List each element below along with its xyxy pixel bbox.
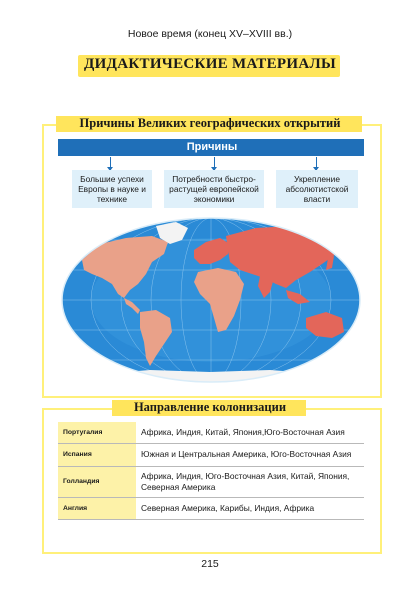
- regions-cell: Африка, Индия, Юго-Восточная Азия, Китай, Япония, Северная Америка: [136, 466, 364, 497]
- table-row: [58, 497, 364, 519]
- cause-item: Большие успехи Европы в науке и технике: [72, 170, 152, 208]
- regions-cell: Африка, Индия, Китай, Япония,Юго-Восточная Азия: [136, 422, 364, 443]
- colonization-title: Направление колонизации: [133, 400, 287, 414]
- page-title: ДИДАКТИЧЕСКИЕ МАТЕРИАЛЫ: [84, 56, 336, 72]
- antarctica: [84, 370, 340, 386]
- country-cell: Португалия: [58, 422, 136, 443]
- world-map: [60, 214, 362, 386]
- running-head: Новое время (конец XV–XVIII вв.): [127, 28, 293, 40]
- table-row: [58, 443, 364, 466]
- new-zealand: [348, 338, 354, 350]
- cause-item: Потребности быстро-растущей европейской экономики: [164, 170, 264, 208]
- country-cell: Испания: [58, 443, 136, 466]
- arrow-down-icon: [316, 157, 317, 170]
- arrow-down-icon: [214, 157, 215, 170]
- page-number: 215: [201, 558, 219, 570]
- colonization-table: [58, 422, 364, 520]
- regions-cell: Южная и Центральная Америка, Юго-Восточная Азия: [136, 443, 364, 466]
- country-cell: Голландия: [58, 466, 136, 497]
- regions-cell: Северная Америка, Карибы, Индия, Африка: [136, 497, 364, 519]
- table-row: [58, 466, 364, 497]
- country-cell: Англия: [58, 497, 136, 519]
- causes-header: Причины: [58, 139, 364, 156]
- causes-title: Причины Великих географических открытий: [79, 116, 341, 130]
- arrow-down-icon: [110, 157, 111, 170]
- cause-item: Укрепление абсолютистской власти: [276, 170, 358, 208]
- table-row: [58, 422, 364, 443]
